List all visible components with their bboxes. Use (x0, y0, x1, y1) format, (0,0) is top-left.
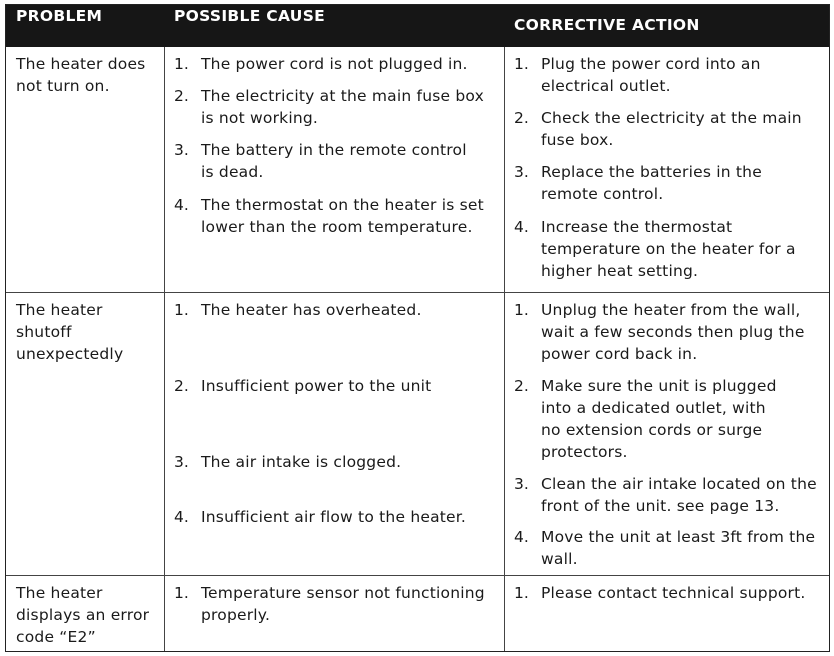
action-item (541, 526, 815, 570)
action-line: front of the unit. see page 13. (541, 497, 780, 515)
list-number: 3. (514, 163, 529, 181)
cause-item (201, 194, 484, 238)
cause-item (201, 375, 431, 397)
row-divider (6, 575, 829, 576)
problem-line: not turn on. (16, 77, 110, 95)
cause-line: The power cord is not plugged in. (201, 55, 468, 73)
action-line: Replace the batteries in the (541, 163, 762, 181)
cause-line: properly. (201, 606, 271, 624)
column-divider (504, 47, 505, 651)
list-number: 2. (514, 109, 529, 127)
cause-line: The air intake is clogged. (201, 453, 402, 471)
problem-line: displays an error (16, 606, 150, 624)
table-header (6, 5, 829, 47)
list-number: 1. (174, 55, 189, 73)
list-number: 3. (174, 141, 189, 159)
cause-line: The heater has overheated. (201, 301, 422, 319)
action-line: wall. (541, 550, 578, 568)
problem-line: The heater (16, 584, 103, 602)
header-possible-cause: POSSIBLE CAUSE (174, 7, 326, 25)
action-line: wait a few seconds then plug the (541, 323, 805, 341)
action-item (541, 375, 777, 463)
row-divider (6, 292, 829, 293)
action-line: Please contact technical support. (541, 584, 806, 602)
action-line: electrical outlet. (541, 77, 671, 95)
action-item (541, 107, 802, 151)
cause-line: Insufficient power to the unit (201, 377, 432, 395)
action-line: Move the unit at least 3ft from the (541, 528, 816, 546)
action-line: Plug the power cord into an (541, 55, 761, 73)
cause-item (201, 53, 468, 75)
list-number: 2. (174, 87, 189, 105)
cause-item (201, 85, 484, 129)
list-number: 4. (174, 196, 189, 214)
list-number: 1. (174, 584, 189, 602)
troubleshooting-table (5, 4, 830, 652)
cause-line: lower than the room temperature. (201, 218, 473, 236)
list-number: 2. (514, 377, 529, 395)
action-line: Check the electricity at the main (541, 109, 802, 127)
list-number: 1. (514, 55, 529, 73)
cause-line: The electricity at the main fuse box (201, 87, 484, 105)
header-problem: PROBLEM (16, 7, 103, 25)
action-item (541, 216, 796, 282)
problem-line: code “E2” (16, 628, 96, 646)
action-item (541, 473, 817, 517)
cause-item (201, 582, 485, 626)
action-item (541, 299, 805, 365)
problem-cell (16, 582, 149, 648)
list-number: 3. (174, 453, 189, 471)
cause-line: The battery in the remote control (201, 141, 467, 159)
header-corrective-action: CORRECTIVE ACTION (514, 16, 700, 34)
action-line: remote control. (541, 185, 664, 203)
action-line: Make sure the unit is plugged (541, 377, 777, 395)
column-divider (164, 47, 165, 651)
list-number: 1. (514, 584, 529, 602)
action-line: Increase the thermostat (541, 218, 733, 236)
cause-item (201, 299, 422, 321)
list-number: 1. (514, 301, 529, 319)
cause-item (201, 506, 466, 528)
list-number: 2. (174, 377, 189, 395)
problem-line: shutoff (16, 323, 72, 341)
problem-cell (16, 53, 145, 97)
action-item (541, 582, 806, 604)
list-number: 4. (514, 218, 529, 236)
problem-line: The heater does (16, 55, 146, 73)
cause-line: Insufficient air flow to the heater. (201, 508, 467, 526)
cause-line: Temperature sensor not functioning (201, 584, 485, 602)
cause-item (201, 451, 401, 473)
cause-item (201, 139, 467, 183)
cause-line: is not working. (201, 109, 319, 127)
list-number: 3. (514, 475, 529, 493)
action-line: fuse box. (541, 131, 614, 149)
list-number: 1. (174, 301, 189, 319)
action-item (541, 53, 761, 97)
problem-line: unexpectedly (16, 345, 124, 363)
action-line: no extension cords or surge (541, 421, 763, 439)
problem-cell (16, 299, 123, 365)
cause-line: The thermostat on the heater is set (201, 196, 484, 214)
action-line: Unplug the heater from the wall, (541, 301, 801, 319)
action-line: protectors. (541, 443, 628, 461)
action-item (541, 161, 762, 205)
action-line: higher heat setting. (541, 262, 699, 280)
problem-line: The heater (16, 301, 103, 319)
list-number: 4. (174, 508, 189, 526)
list-number: 4. (514, 528, 529, 546)
action-line: Clean the air intake located on the (541, 475, 817, 493)
cause-line: is dead. (201, 163, 264, 181)
action-line: into a dedicated outlet, with (541, 399, 766, 417)
action-line: temperature on the heater for a (541, 240, 796, 258)
action-line: power cord back in. (541, 345, 698, 363)
